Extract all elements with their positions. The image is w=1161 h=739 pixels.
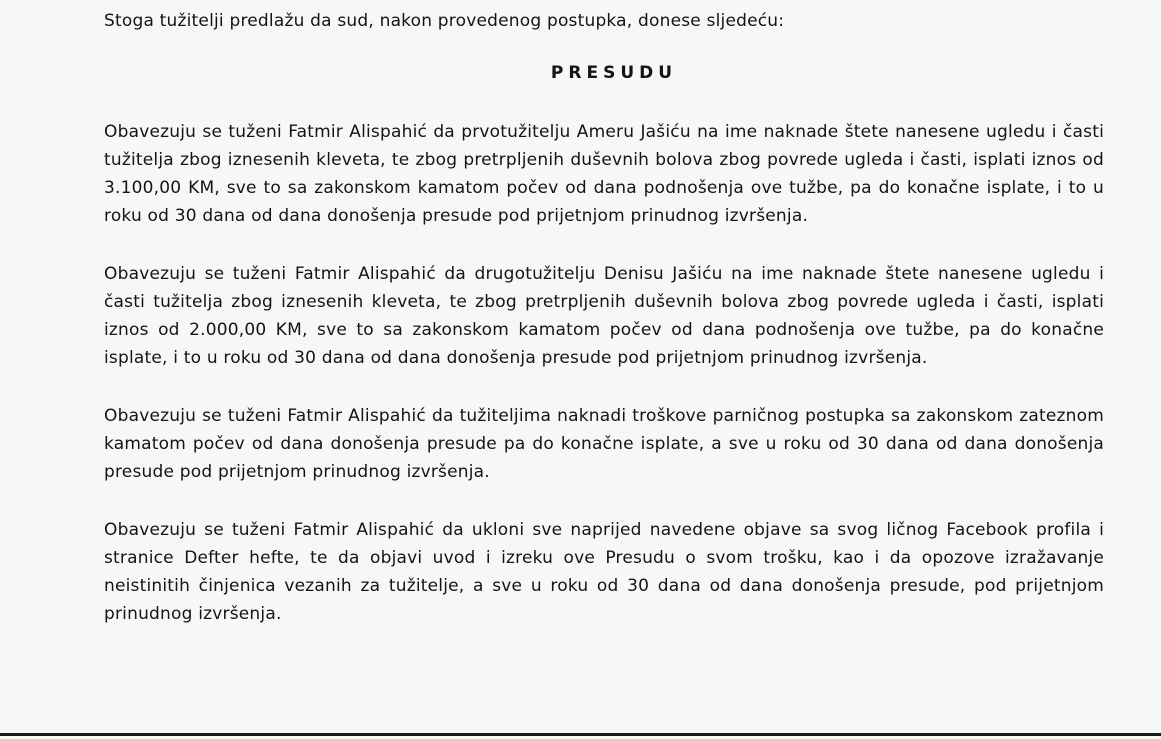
document-body	[104, 6, 1104, 628]
verdict-paragraph-4: Obavezuju se tuženi Fatmir Alispahić da ukloni sve naprijed navedene objave sa svog ličnog Facebook profila i stranice Defter hefte, te da objavi uvod i izreku ove Presudu o svom trošku, kao i da opozove izražavanje neistinitih činjenica vezanih za tužitelje, a sve u roku od 30 dana od dana donošenja presude, pod prijetnjom prinudnog izvršenja.	[104, 520, 1104, 624]
verdict-paragraph-3: Obavezuju se tuženi Fatmir Alispahić da tužiteljima naknadi troškove parničnog postupka sa zakonskom zateznom kamatom počev od dana donošenja presude pa do konačne isplate, a sve u roku od 30 dana od dana donošenja presude pod prijetnjom prinudnog izvršenja.	[104, 406, 1104, 482]
verdict-paragraph-1: Obavezuju se tuženi Fatmir Alispahić da prvotužitelju Ameru Jašiću na ime naknade štete nanesene ugledu i časti tužitelja zbog iznesenih kleveta, te zbog pretrpljenih duševnih bolova zbog povrede ugleda i časti, isplati iznos od 3.100,00 KM, sve to sa zakonskom kamatom počev od dana podnošenja ove tužbe, pa do konačne isplate, i to u roku od 30 dana od dana donošenja presude pod prijetnjom prinudnog izvršenja.	[104, 122, 1104, 226]
verdict-paragraph-2: Obavezuju se tuženi Fatmir Alispahić da drugotužitelju Denisu Jašiću na ime naknade štete nanesene ugledu i časti tužitelja zbog iznesenih kleveta, te zbog pretrpljenih duševnih bolova zbog povrede ugleda i časti, isplati iznos od 2.000,00 KM, sve to sa zakonskom kamatom počev od dana podnošenja ove tužbe, pa do konačne isplate, i to u roku od 30 dana od dana donošenja presude pod prijetnjom prinudnog izvršenja.	[104, 264, 1104, 368]
intro-sentence: Stoga tužitelji predlažu da sud, nakon provedenog postupka, donese sljedeću:	[104, 11, 785, 31]
verdict-heading: PRESUDU	[550, 63, 678, 83]
page-bottom-edge	[0, 733, 1161, 736]
